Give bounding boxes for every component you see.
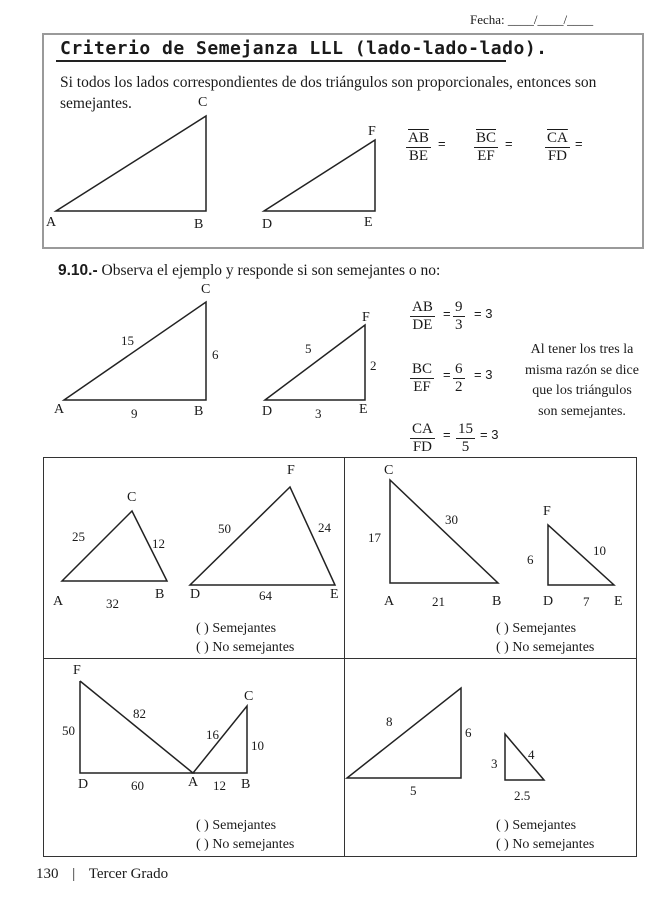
- ratio-values: $\frac{15}{5}$: [458, 421, 473, 455]
- vertex-label: C: [127, 490, 137, 505]
- vertex-label: F: [368, 124, 376, 139]
- option-semejantes[interactable]: ( ) Semejantes: [196, 818, 277, 833]
- side-length: 15: [121, 333, 134, 348]
- option-no-semejantes[interactable]: ( ) No semejantes: [496, 640, 595, 655]
- side-length: 5: [305, 341, 312, 356]
- instruction-text: Observa el ejemplo y responde si son semejantes o no:: [101, 262, 441, 279]
- side-length: 5: [410, 783, 417, 798]
- vertex-label: C: [244, 689, 254, 704]
- grid-divider-horizontal: [43, 658, 637, 659]
- vertex-label: A: [46, 215, 57, 230]
- grade-label: Tercer Grado: [88, 866, 169, 882]
- page-footer: [36, 866, 168, 883]
- vertex-label: A: [384, 594, 395, 609]
- option-semejantes[interactable]: ( ) Semejantes: [496, 621, 577, 636]
- example-triangle-def: [265, 325, 365, 400]
- option-semejantes[interactable]: ( ) Semejantes: [496, 818, 577, 833]
- example-triangle-abc: [64, 302, 206, 400]
- criterion-text: Si todos los lados correspondientes de dos triángulos son proporcionales, entonces son semejantes.: [60, 74, 597, 112]
- side-length: 4: [528, 747, 535, 762]
- vertex-label: E: [330, 587, 339, 602]
- equals-sign: =: [443, 367, 451, 382]
- side-length: 6: [527, 552, 534, 567]
- equals-sign: =: [438, 136, 446, 151]
- exercise-number: 9.10.-: [58, 262, 98, 279]
- grid-divider-vertical: [344, 457, 345, 857]
- side-length: 6: [212, 347, 219, 362]
- side-length: 25: [72, 529, 85, 544]
- side-length: 9: [131, 406, 138, 421]
- side-length: 30: [445, 512, 458, 527]
- side-length: 82: [133, 706, 146, 721]
- side-length: 8: [386, 714, 393, 729]
- side-length: 32: [106, 596, 119, 611]
- ratio-values: $\frac{9}{3}$: [455, 299, 463, 333]
- equals-sign: =: [443, 306, 451, 321]
- vertex-label: D: [190, 587, 201, 602]
- ratio-result: = 3: [480, 427, 499, 442]
- side-length: 6: [465, 725, 472, 740]
- ratio-bc-ef: $\frac{BC}{EF}$: [412, 361, 433, 395]
- ratio-bc-ef: $\frac{\overline{BC}}{EF}$: [476, 130, 497, 164]
- option-no-semejantes[interactable]: ( ) No semejantes: [196, 640, 295, 655]
- vertex-label: D: [262, 404, 273, 419]
- date-field[interactable]: Fecha: ____/____/____: [470, 12, 594, 27]
- equals-sign: =: [575, 136, 583, 151]
- option-semejantes[interactable]: ( ) Semejantes: [196, 621, 277, 636]
- side-length: 3: [315, 406, 322, 421]
- side-length: 12: [213, 778, 226, 793]
- vertex-label: C: [201, 282, 211, 297]
- equals-sign: =: [505, 136, 513, 151]
- vertex-label: A: [188, 775, 199, 790]
- ratio-values: $\frac{6}{2}$: [455, 361, 463, 395]
- side-length: 7: [583, 594, 590, 609]
- vertex-label: E: [359, 402, 368, 417]
- criterion-title: Criterio de Semejanza LLL (lado-lado-lado).: [60, 38, 548, 59]
- side-length: 17: [368, 530, 381, 545]
- side-length: 24: [318, 520, 331, 535]
- vertex-label: F: [543, 504, 551, 519]
- side-length: 12: [152, 536, 165, 551]
- vertex-label: B: [194, 217, 204, 232]
- option-no-semejantes[interactable]: ( ) No semejantes: [196, 837, 295, 852]
- vertex-label: F: [287, 463, 295, 478]
- side-length: 21: [432, 594, 445, 609]
- vertex-label: C: [198, 95, 208, 110]
- option-no-semejantes[interactable]: ( ) No semejantes: [496, 837, 595, 852]
- ratio-ca-fd: $\frac{\overline{CA}}{FD}$: [547, 130, 568, 164]
- vertex-label: A: [54, 402, 65, 417]
- vertex-label: B: [155, 587, 165, 602]
- side-length: 60: [131, 778, 144, 793]
- vertex-label: E: [614, 594, 623, 609]
- ratio-ab-be: $\frac{\overline{AB}}{BE}$: [408, 130, 429, 164]
- vertex-label: D: [543, 594, 554, 609]
- side-length: 2.5: [514, 788, 531, 803]
- vertex-label: B: [194, 404, 204, 419]
- side-length: 16: [206, 727, 219, 742]
- vertex-label: D: [78, 777, 89, 792]
- criterion-triangle-abc: [56, 116, 206, 211]
- ratio-result: = 3: [474, 306, 493, 321]
- equals-sign: =: [443, 427, 451, 442]
- example-note: Al tener los tres la misma razón se dice que los triángulos son semejantes.: [525, 342, 639, 419]
- ratio-ca-fd: $\frac{CA}{FD}$: [412, 421, 433, 455]
- side-length: 3: [491, 756, 498, 771]
- vertex-label: A: [53, 594, 64, 609]
- side-length: 50: [62, 723, 75, 738]
- vertex-label: E: [364, 215, 373, 230]
- exercise-instruction: [58, 262, 440, 280]
- vertex-label: C: [384, 463, 394, 478]
- side-length: 2: [370, 358, 377, 373]
- criterion-triangle-def: [264, 140, 375, 211]
- side-length: 64: [259, 588, 272, 603]
- vertex-label: D: [262, 217, 273, 232]
- vertex-label: B: [241, 777, 251, 792]
- side-length: 10: [251, 738, 264, 753]
- vertex-label: B: [492, 594, 502, 609]
- side-length: 10: [593, 543, 606, 558]
- vertex-label: F: [362, 310, 370, 325]
- vertex-label: F: [73, 663, 81, 678]
- ratio-ab-de: $\frac{AB}{DE}$: [412, 299, 433, 333]
- ratio-result: = 3: [474, 367, 493, 382]
- page-number: 130: [36, 866, 59, 882]
- side-length: 50: [218, 521, 231, 536]
- footer-separator: |: [72, 866, 76, 882]
